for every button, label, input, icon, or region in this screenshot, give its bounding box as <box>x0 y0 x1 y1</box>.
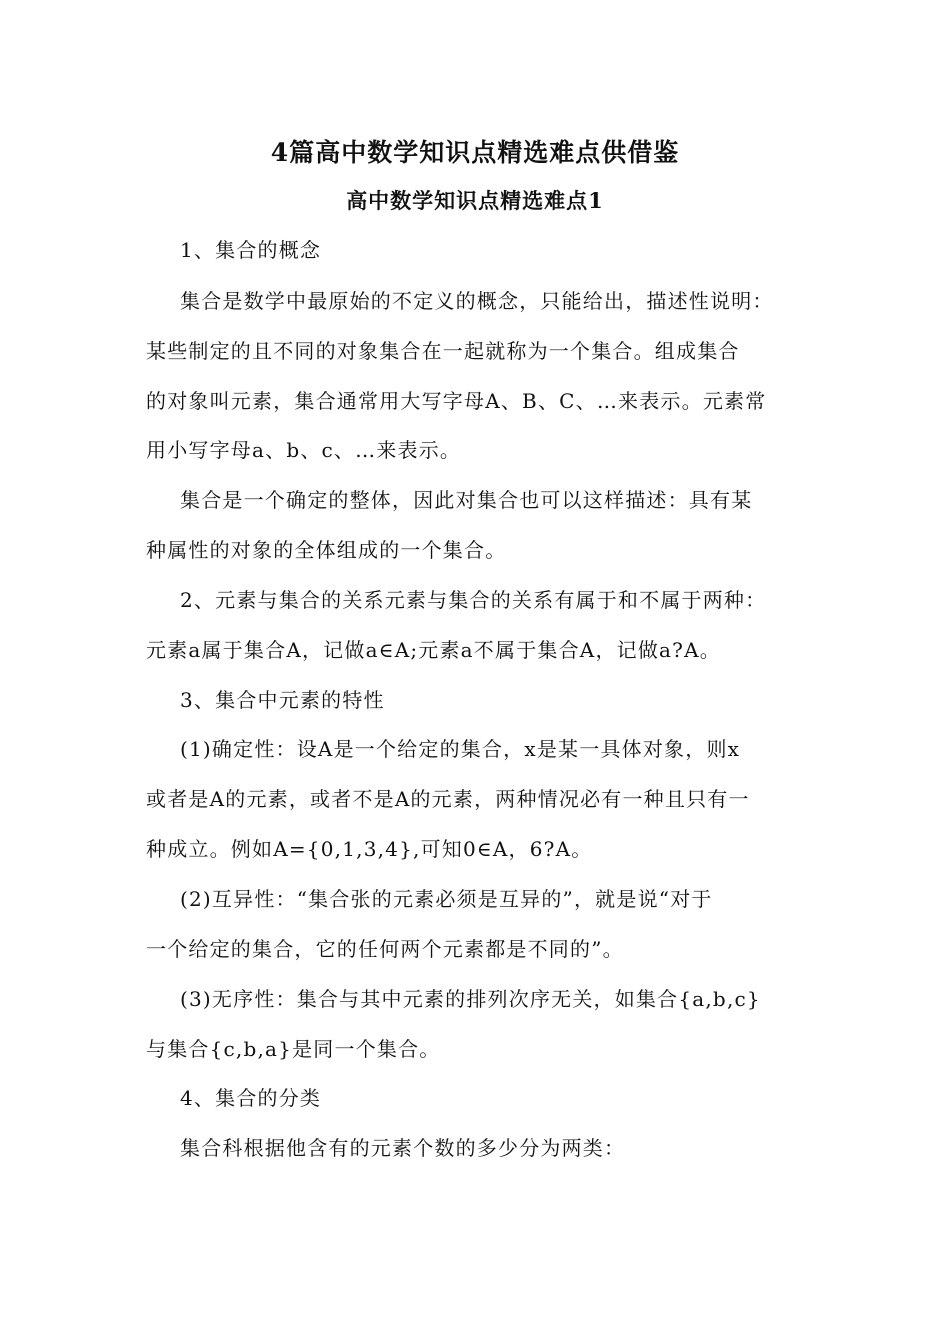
heading-element-properties: 3、集合中元素的特性 <box>180 688 385 712</box>
section-subtitle: 高中数学知识点精选难点1 <box>346 188 604 213</box>
document-title: 4篇高中数学知识点精选难点供借鉴 <box>270 138 680 167</box>
heading-set-concept: 1、集合的概念 <box>180 238 322 262</box>
paragraph-line: 某些制定的且不同的对象集合在一起就称为一个集合。组成集合 <box>146 339 740 363</box>
paragraph-line: 与集合{c,b,a}是同一个集合。 <box>146 1037 441 1061</box>
paragraph-line: (2)互异性：“集合张的元素必须是互异的”，就是说“对于 <box>180 887 713 911</box>
heading-element-relation: 2、元素与集合的关系元素与集合的关系有属于和不属于两种： <box>180 588 767 612</box>
paragraph-line: (1)确定性：设A是一个给定的集合，x是某一具体对象，则x <box>180 737 741 761</box>
paragraph-line: 一个给定的集合，它的任何两个元素都是不同的”。 <box>146 937 624 961</box>
paragraph-line: 集合是一个确定的整体，因此对集合也可以这样描述：具有某 <box>180 488 753 512</box>
paragraph-line: 或者是A的元素，或者不是A的元素，两种情况必有一种且只有一 <box>146 787 750 811</box>
heading-set-classification: 4、集合的分类 <box>180 1086 322 1110</box>
paragraph-line: 元素a属于集合A，记做a∈A;元素a不属于集合A，记做a?A。 <box>146 638 721 662</box>
paragraph-line: 集合是数学中最原始的不定义的概念，只能给出，描述性说明： <box>180 289 774 313</box>
paragraph-line: 用小写字母a、b、c、…来表示。 <box>146 438 462 462</box>
paragraph-line: 集合科根据他含有的元素个数的多少分为两类： <box>180 1136 626 1160</box>
paragraph-line: 种成立。例如A={0,1,3,4},可知0∈A，6?A。 <box>146 837 593 861</box>
paragraph-line: (3)无序性：集合与其中元素的排列次序无关，如集合{a,b,c} <box>180 987 761 1011</box>
paragraph-line: 的对象叫元素，集合通常用大写字母A、B、C、…来表示。元素常 <box>146 389 767 413</box>
paragraph-line: 种属性的对象的全体组成的一个集合。 <box>146 538 507 562</box>
